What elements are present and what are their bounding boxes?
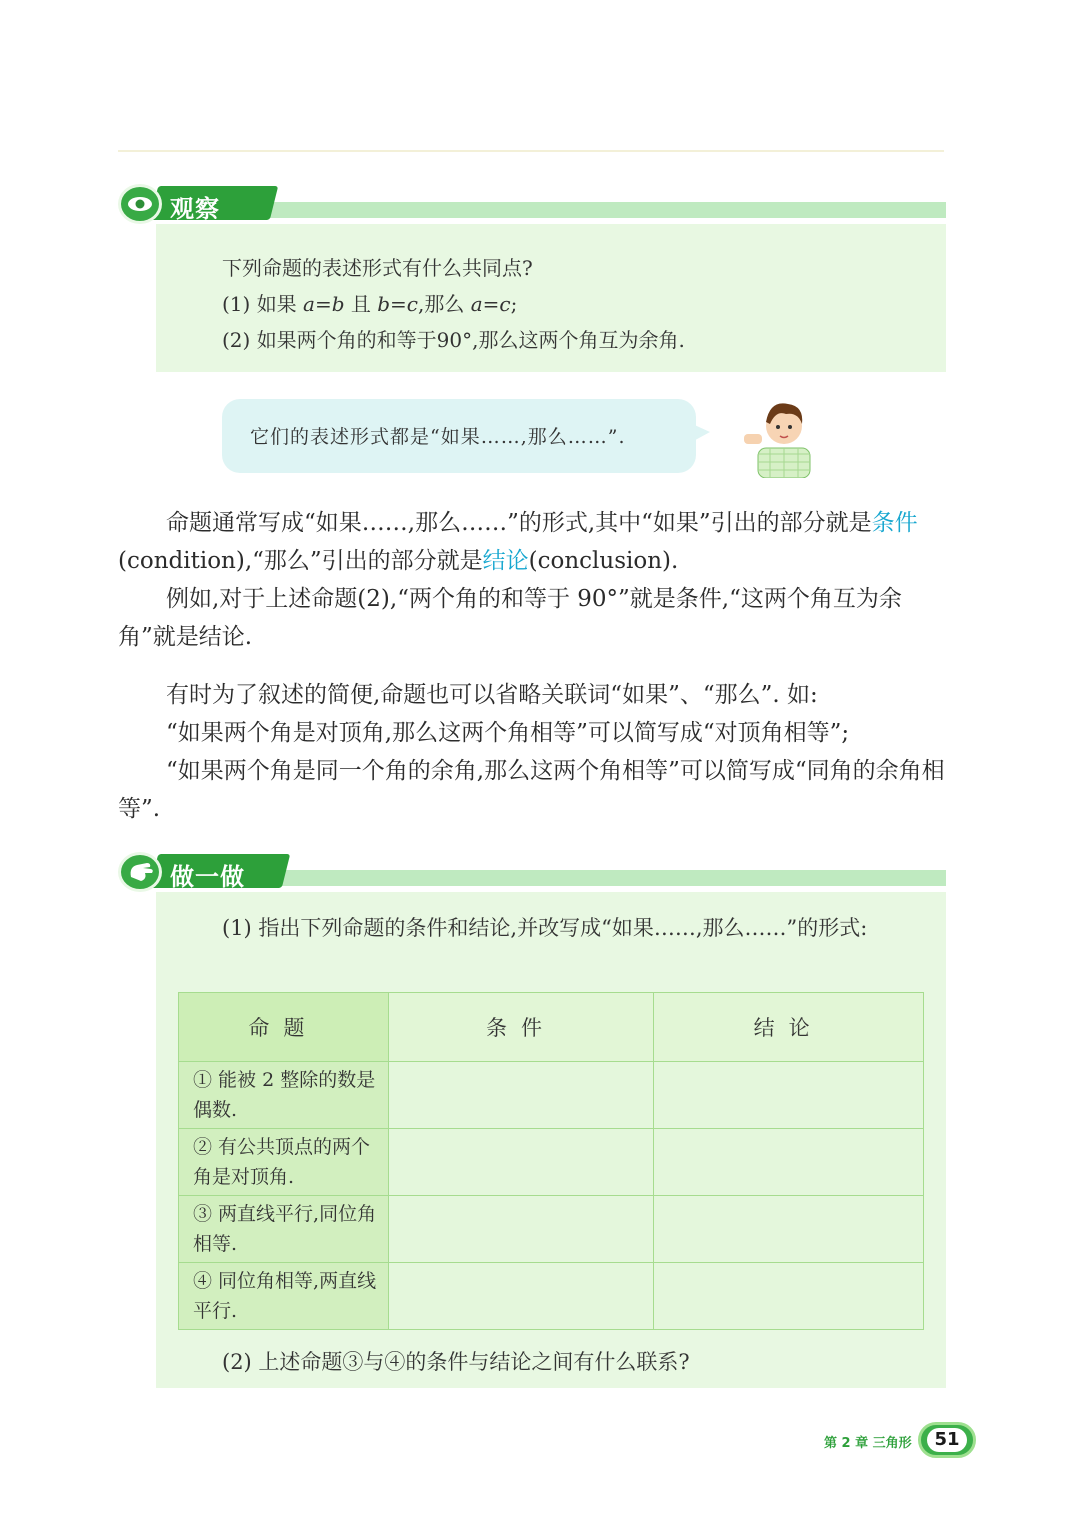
table-cell-condition[interactable]	[388, 1263, 654, 1330]
table-cell-condition[interactable]	[388, 1129, 654, 1196]
body-paragraph-5: “如果两个角是同一个角的余角,那么这两个角相等”可以简写成“同角的余角相等”.	[118, 758, 945, 822]
observe-item-1: (1) 如果 a=b 且 b=c,那么 a=c;	[222, 292, 518, 316]
term-condition: 条件	[871, 510, 918, 536]
table-cell-conclusion[interactable]	[654, 1129, 924, 1196]
table-header-row	[179, 993, 924, 1062]
speech-bubble-tail	[688, 422, 710, 444]
table-cell-conclusion[interactable]	[654, 1263, 924, 1330]
page-number-badge	[918, 1422, 976, 1458]
table-cell-condition[interactable]	[388, 1196, 654, 1263]
doit-question-2: (2) 上述命题③与④的条件与结论之间有什么联系?	[222, 1350, 690, 1374]
observe-box	[156, 224, 946, 372]
observe-header-band	[238, 202, 946, 218]
table-cell-conclusion[interactable]	[654, 1196, 924, 1263]
table-row	[179, 1196, 924, 1263]
table-row-proposition: ② 有公共顶点的两个角是对顶角.	[179, 1129, 389, 1196]
student-illustration	[740, 394, 820, 478]
observe-question: 下列命题的表述形式有什么共同点?	[222, 256, 533, 280]
observe-item-2: (2) 如果两个角的和等于90°,那么这两个角互为余角.	[222, 328, 685, 352]
doit-instruction: (1) 指出下列命题的条件和结论,并改写成“如果……,那么……”的形式:	[222, 916, 868, 940]
chapter-label: 第 2 章 三角形	[824, 1436, 912, 1451]
table-row-proposition: ④ 同位角相等,两直线平行.	[179, 1263, 389, 1330]
eye-icon	[118, 184, 162, 224]
proposition-table	[178, 992, 924, 1330]
hand-icon	[118, 852, 162, 892]
table-header-proposition: 命题	[179, 993, 389, 1062]
observe-title: 观察	[170, 195, 220, 223]
doit-title: 做一做	[170, 863, 245, 891]
table-header-condition: 条件	[388, 993, 654, 1062]
table-cell-conclusion[interactable]	[654, 1062, 924, 1129]
term-conclusion: 结论	[482, 548, 529, 574]
table-row	[179, 1263, 924, 1330]
page-number: 51	[927, 1428, 967, 1452]
observe-section-header	[118, 184, 946, 228]
header-rule	[118, 150, 944, 152]
body-paragraph-4: “如果两个角是对顶角,那么这两个角相等”可以简写成“对顶角相等”;	[166, 720, 850, 746]
table-header-conclusion: 结论	[654, 993, 924, 1062]
body-paragraph-3: 有时为了叙述的简便,命题也可以省略关联词“如果”、“那么”. 如:	[166, 682, 818, 708]
body-paragraph-1: 命题通常写成“如果……,那么……”的形式,其中“如果”引出的部分就是条件(condition),“那么”引出的部分就是结论(conclusion).	[118, 510, 918, 574]
doit-section-header	[118, 852, 946, 896]
doit-header-band	[238, 870, 946, 886]
speech-bubble-text: 它们的表述形式都是“如果……,那么……”.	[250, 426, 626, 448]
table-cell-condition[interactable]	[388, 1062, 654, 1129]
table-row-proposition: ① 能被 2 整除的数是偶数.	[179, 1062, 389, 1129]
table-row	[179, 1062, 924, 1129]
table-row-proposition: ③ 两直线平行,同位角相等.	[179, 1196, 389, 1263]
table-row	[179, 1129, 924, 1196]
body-paragraph-2: 例如,对于上述命题(2),“两个角的和等于 90°”就是条件,“这两个角互为余角”就是结论.	[118, 586, 902, 650]
